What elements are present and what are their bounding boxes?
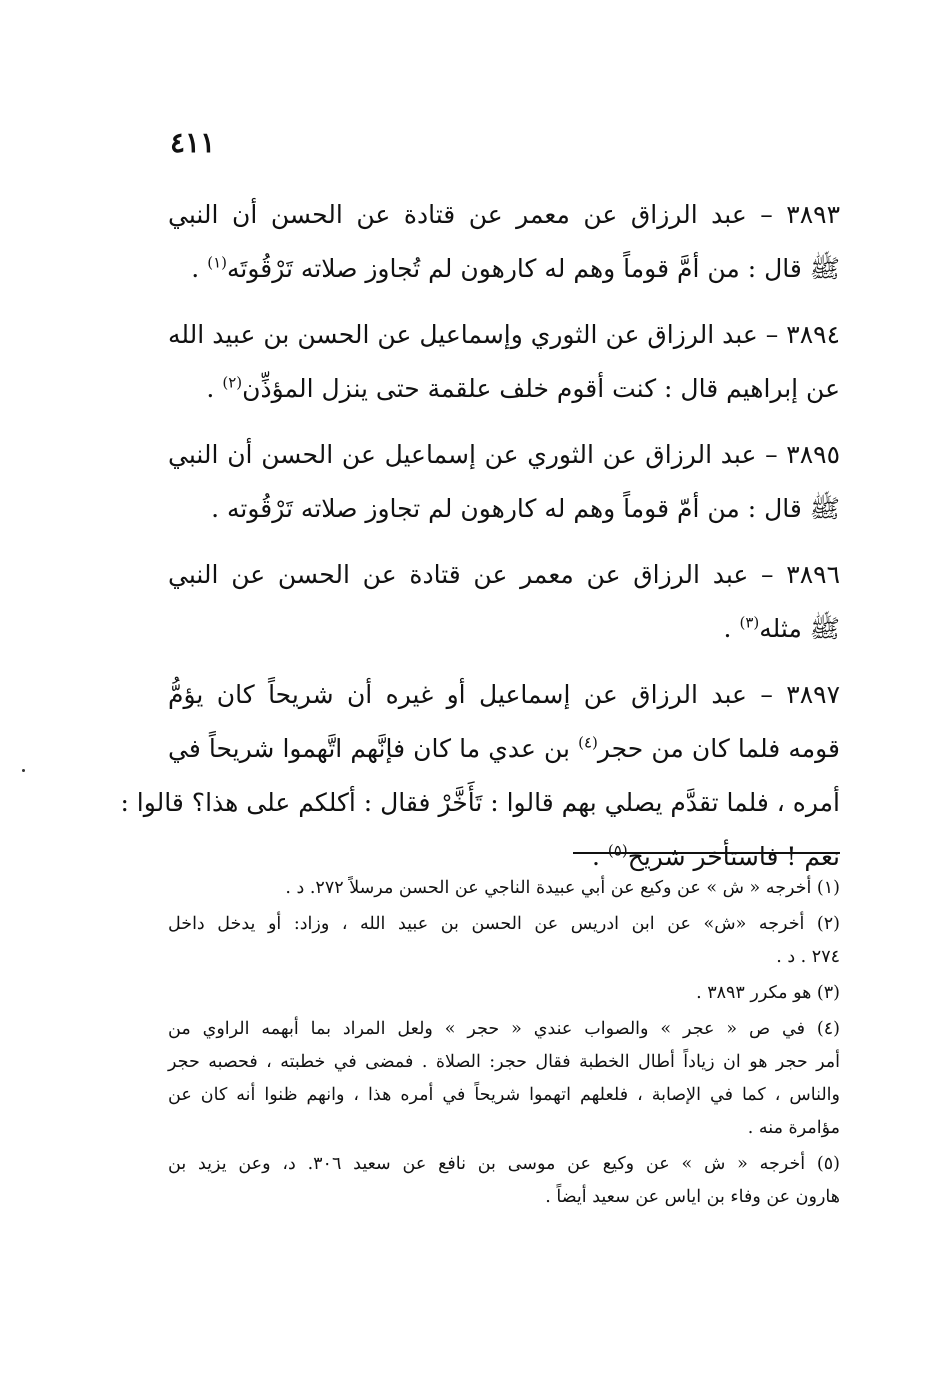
hadith-text: ﷺ مثله — [759, 614, 840, 643]
footnote-divider — [573, 852, 840, 854]
footnote-line: (١) أخرجه « ش » عن وكيع عن أبي عبيدة الناجي عن الحسن مرسلاً ٢٧٢. د . — [285, 878, 840, 898]
footnote-line: (٣) هو مكرر ٣٨٩٣ . — [696, 983, 840, 1003]
footnote-ref[interactable]: (٣) — [739, 613, 760, 632]
footnote-3 — [168, 977, 840, 1010]
footnote-line: أمر حجر هو ان زياداً أطال الخطبة فقال حجر: الصلاة . فمضى في خطبته ، فحصبه حجر — [168, 1052, 840, 1072]
footnote-line: (٢) أخرجه «ش» عن ابن ادريس عن الحسن بن عبيد الله ، وزاد: أو يدخل داخل — [168, 914, 840, 934]
hadith-line — [120, 776, 840, 830]
footnote-4 — [168, 1013, 840, 1145]
hadith-text: ٣٨٩٣ – عبد الرزاق عن معمر عن قتادة عن الحسن أن النبي — [168, 200, 840, 229]
hadith-line — [168, 188, 840, 242]
hadith-line — [168, 722, 840, 776]
hadith-text: ﷺ قال : من أمَّ قوماً وهم له كارهون لم تُجاوز صلاته تَرْقُوتَه — [226, 254, 840, 283]
hadith-line — [168, 482, 840, 536]
footnote-line: هارون عن وفاء بن اياس عن سعيد أيضاً . — [545, 1187, 840, 1207]
hadith-line — [168, 242, 840, 296]
footnotes — [168, 872, 840, 1217]
hadith-text: ٣٨٩٥ – عبد الرزاق عن الثوري عن إسماعيل عن الحسن أن النبي — [168, 440, 840, 469]
hadith-line — [168, 428, 840, 482]
hadith-text: أمره ، فلما تقدَّم يصلي بهم قالوا : تَأَخَّرْ فقال : أكلكم على هذا؟ قالوا : — [120, 788, 840, 817]
hadith-text: . — [592, 842, 608, 871]
page-number: ٤١١ — [170, 126, 216, 159]
hadith-text: . — [723, 614, 740, 643]
footnote-5 — [168, 1148, 840, 1214]
footnote-ref[interactable]: (١) — [207, 253, 227, 272]
footnote-2 — [168, 908, 840, 974]
hadith-text: ٣٨٩٤ – عبد الرزاق عن الثوري وإسماعيل عن الحسن بن عبيد الله — [168, 320, 840, 349]
footnote-line: (٥) أخرجه « ش » عن وكيع عن موسى بن نافع عن سعيد ٣٠٦. د، وعن يزيد بن — [168, 1154, 840, 1174]
footnote-ref[interactable]: (٤) — [578, 733, 598, 752]
footnote-line: والناس ، كما في الإصابة ، فلعلهم اتهموا شريحاً في أمره هذا ، وانهم ظنوا أنه كان عن — [168, 1085, 840, 1105]
footnote-ref[interactable]: (٥) — [607, 841, 628, 860]
hadith-text: . — [206, 374, 223, 403]
hadith-text: ﷺ قال : من أمّ قوماً وهم له كارهون لم تجاوز صلاته تَرْقُوته . — [211, 494, 840, 523]
hadith-line — [168, 548, 840, 602]
footnote-1 — [168, 872, 840, 905]
hadith-text: ٣٨٩٦ – عبد الرزاق عن معمر عن قتادة عن الحسن عن النبي — [168, 560, 840, 589]
hadith-line — [168, 308, 840, 362]
hadith-text: ٣٨٩٧ – عبد الرزاق عن إسماعيل أو غيره أن شريحاً كان يؤمُّ — [168, 680, 840, 709]
main-text — [120, 188, 840, 896]
hadith-3893 — [168, 188, 840, 296]
hadith-3894 — [168, 308, 840, 416]
hadith-text: قومه فلما كان من حجر — [597, 734, 840, 763]
hadith-3896 — [168, 548, 840, 656]
footnote-line: مؤامرة منه . — [747, 1118, 840, 1138]
hadith-line — [168, 602, 840, 656]
hadith-line — [168, 362, 840, 416]
hadith-text: عن إبراهيم قال : كنت أقوم خلف علقمة حتى ينزل المؤذِّن — [242, 374, 840, 403]
hadith-text: . — [191, 254, 208, 283]
footnote-ref[interactable]: (٢) — [222, 373, 243, 392]
footnote-line: (٤) في ص « عجر » والصواب عندي « حجر » ولعل المراد بما أبهمه الراوي من — [168, 1019, 840, 1039]
hadith-line — [168, 668, 840, 722]
hadith-3895 — [168, 428, 840, 536]
footnote-line: ٢٧٤ . د . — [776, 947, 840, 967]
scan-speck — [22, 769, 25, 772]
hadith-text: نعم ! فاستأخر شريح — [627, 842, 840, 871]
hadith-text: بن عدي ما كان فإنَّهم اتَّهموا شريحاً في — [168, 734, 579, 763]
